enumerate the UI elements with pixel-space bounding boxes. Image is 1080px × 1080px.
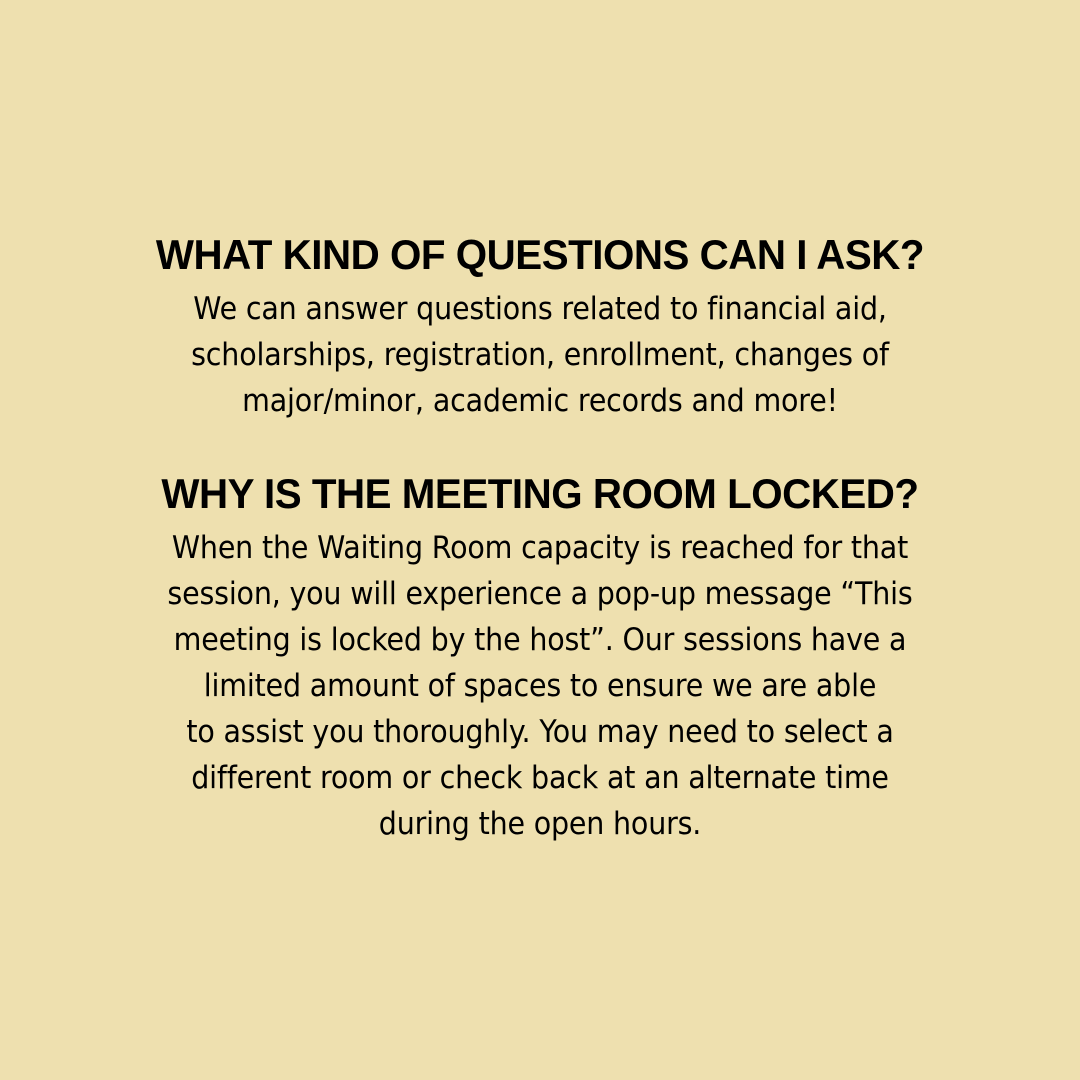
faq-answer-line: major/minor, academic records and more! (242, 383, 838, 419)
faq-answer-line: scholarships, registration, enrollment, changes of (191, 337, 889, 373)
faq-section-locked-room (60, 467, 1020, 847)
faq-section-questions (60, 228, 1020, 424)
faq-question-heading: WHY IS THE MEETING ROOM LOCKED? (161, 470, 919, 517)
faq-answer-line: When the Waiting Room capacity is reached for that (171, 530, 909, 566)
faq-answer-line: during the open hours. (378, 806, 702, 842)
faq-answer-line: limited amount of spaces to ensure we are able (203, 668, 877, 704)
faq-answer-line: different room or check back at an alternate time (191, 760, 889, 796)
faq-answer-line: meeting is locked by the host”. Our sessions have a (173, 622, 907, 658)
faq-answer-line: to assist you thoroughly. You may need to select a (186, 714, 894, 750)
faq-answer-paragraph (98, 525, 981, 847)
faq-answer-line: session, you will experience a pop-up message “This (167, 576, 913, 612)
faq-answer-paragraph (98, 286, 981, 424)
faq-question-heading: WHAT KIND OF QUESTIONS CAN I ASK? (155, 231, 925, 278)
faq-answer-line: We can answer questions related to financial aid, (193, 291, 887, 327)
